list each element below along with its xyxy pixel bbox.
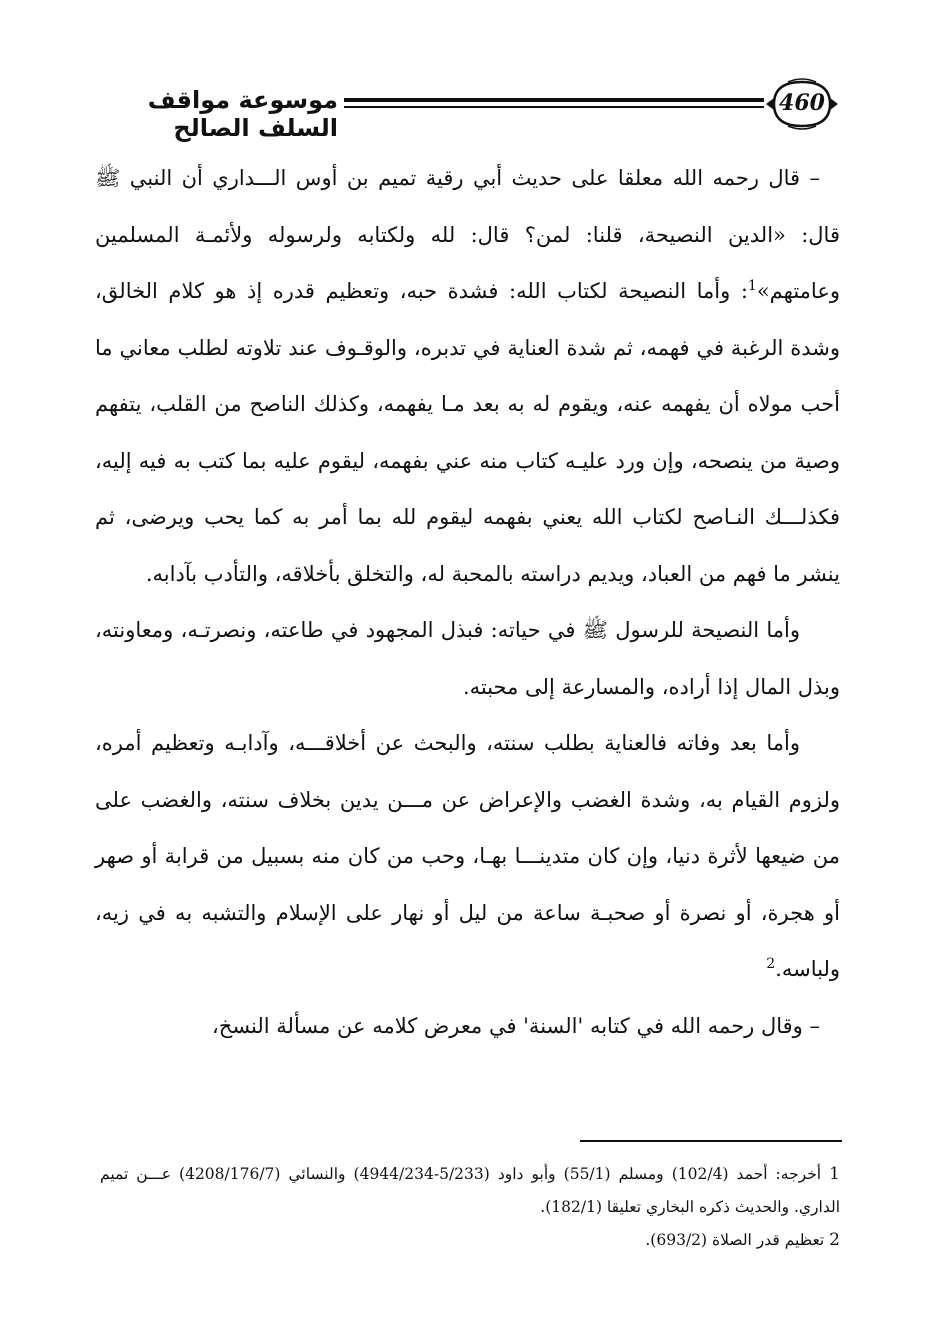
header-rule-thick — [344, 98, 764, 102]
paragraph-1-part-b: : وأما النصيحة لكتاب الله: فشدة حبه، وتعظيم قدره إذ هو كلام الخالق، وشدة الرغبة في فهمه، ثم شدة العناية في تدبره، والوقـوف عند تلاوته لطلب معاني ما أحب مولاه أن يفهمه عنه، ويقوم له به بعد مـا يفهمه، وكذلك الناصح من القلب، يتفهم وصية من ينصحه، وإن ورد عليـه كتاب منه عني بفهمه، ليقوم عليه بما كتب به فيه إليه، فكذلـــك النـاصح لكتاب الله يعني بفهمه ليقوم لله بما أمر به كما يحب ويرضى، ثم ينشر ما فهم من العباد، ويديم دراسته بالمحبة له، والتخلق بأخلاقه، والتأدب بآدابه. — [95, 279, 840, 586]
footnote-1 — [100, 1158, 840, 1224]
book-title: موسوعة مواقف السلف الصالح — [147, 86, 338, 142]
paragraph-2: وأما النصيحة للرسول ﷺ في حياته: فبذل المجهود في طاعته، ونصرتـه، ومعاونته، وبذل المال إذا أراده، والمسارعة إلى محبته. — [95, 618, 840, 699]
paragraph-3-text: وأما بعد وفاته فالعناية بطلب سنته، والبحث عن أخلاقـــه، وآدابـه وتعظيم أمره، ولزوم القيام به، وشدة الغضب والإعراض عن مـــن يدين بخلاف سنته، والغضب على من ضيعها لأثرة دنيا، وإن كان متدينـــا بهـا، وحب من كان منه بسبيل من قرابة أو صهر أو هجرة، أو نصرة أو صحبـة ساعة من ليل أو نهار على الإسلام والتشبه به في زيه، ولباسه. — [95, 731, 840, 981]
footnotes — [100, 1158, 840, 1257]
footnote-ref-2: 2 — [766, 956, 776, 972]
footnote-number: 2 — [829, 1230, 840, 1250]
footnote-separator — [580, 1140, 842, 1142]
paragraph-1-part-a: – قال رحمه الله معلقا على حديث أبي رقية تميم بن أوس الـــداري أن النبي ﷺ قال: «الدين النصيحة، قلنا: لمن؟ قال: لله ولكتابه ولرسوله ولأئمـة المسلمين وعامتهم» — [95, 166, 840, 303]
paragraph-4: – وقال رحمه الله في كتابه 'السنة' في معرض كلامه عن مسألة النسخ، — [211, 1013, 820, 1038]
page-number: 460 — [779, 90, 825, 116]
footnote-number: 1 — [829, 1164, 840, 1184]
footnote-2 — [100, 1224, 840, 1257]
page-header — [88, 76, 838, 142]
footnote-text: تعظيم قدر الصلاة (693/2). — [645, 1231, 825, 1249]
main-text — [95, 150, 840, 1054]
page-number-ornament — [764, 76, 840, 132]
paragraph-1 — [95, 150, 840, 602]
footnote-text: أخرجه: أحمد (102/4) ومسلم (55/1) وأبو داود (5/233-4944/234) والنسائي (4208/176/7) عـــن تميم الداري. والحديث ذكره البخاري تعليقا (182/1). — [100, 1165, 840, 1216]
footnote-ref-1: 1 — [747, 278, 757, 294]
header-rule-thin — [344, 106, 764, 108]
paragraph-3 — [95, 715, 840, 998]
